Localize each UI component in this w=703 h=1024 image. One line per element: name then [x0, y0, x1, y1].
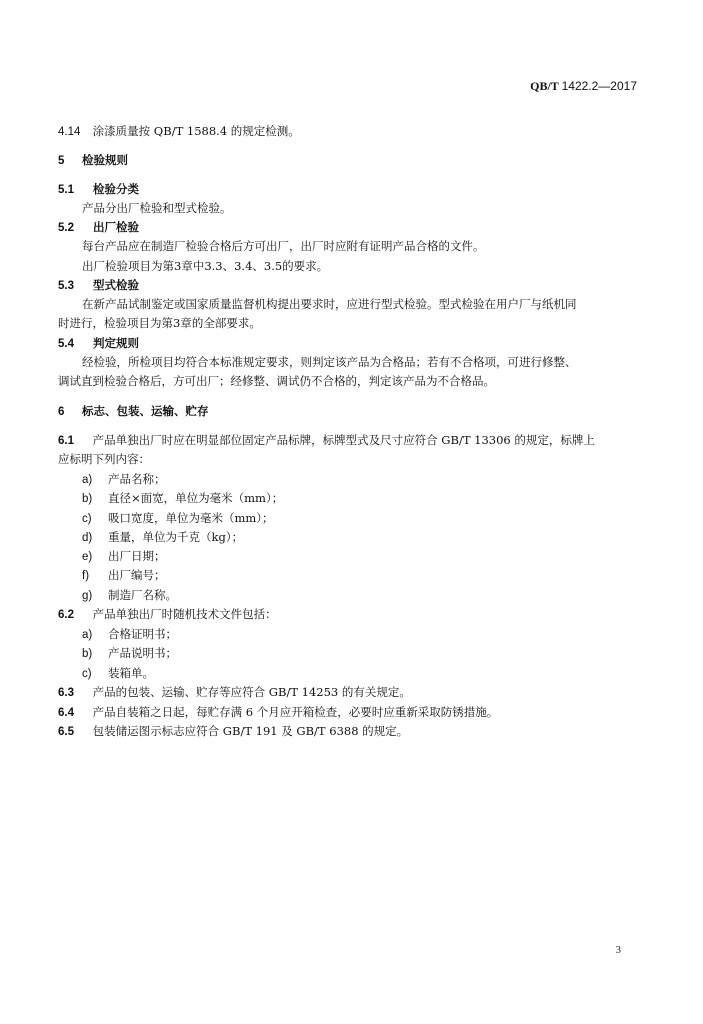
list-item [82, 549, 166, 564]
section-number: 5 [58, 155, 65, 167]
standard-code: QB/T [530, 79, 559, 93]
clause-5-2-body-line-1: 每台产品应在制造厂检验合格后方可出厂，出厂时应附有证明产品合格的文件。 [82, 239, 485, 253]
list-item [82, 588, 177, 603]
running-header [530, 79, 637, 94]
clause-text: 涂漆质量按 QB/T 1588.4 的规定检测。 [92, 124, 300, 138]
clause-text: 产品单独出厂时随机技术文件包括： [92, 607, 277, 621]
clause-number: 4.14 [58, 126, 81, 138]
item-letter: e) [82, 551, 93, 563]
clause-number: 6.4 [58, 707, 74, 719]
clause-number: 5.1 [58, 184, 74, 196]
page-number: 3 [615, 944, 621, 956]
clause-title: 检验分类 [93, 182, 140, 196]
item-text: 产品名称； [108, 472, 166, 486]
clause-6-1-line-2: 应标明下列内容： [58, 452, 150, 466]
clause-5-2-heading [58, 220, 139, 235]
clause-title: 判定规则 [93, 336, 140, 350]
clause-5-4-body-line-1: 经检验，所检项目均符合本标准规定要求，则判定该产品为合格品；若有不合格项，可进行修整、 [82, 355, 577, 369]
clause-number: 6.5 [58, 726, 74, 738]
list-item [82, 491, 283, 506]
clause-5-4-body-line-2: 调试直到检验合格后，方可出厂；经修整、调试仍不合格的，判定该产品为不合格品。 [58, 374, 495, 388]
list-item [82, 472, 166, 487]
item-letter: b) [82, 493, 93, 505]
item-text: 出厂日期； [108, 549, 166, 563]
item-letter: g) [82, 590, 93, 602]
list-item [82, 511, 274, 526]
clause-5-1-body: 产品分出厂检验和型式检验。 [82, 201, 232, 215]
section-number: 6 [58, 406, 65, 418]
clause-text: 产品单独出厂时应在明显部位固定产品标牌，标牌型式及尺寸应符合 GB/T 13306 的规定，标牌上 [92, 433, 595, 447]
item-letter: a) [82, 629, 93, 641]
clause-5-3-body-line-1: 在新产品试制鉴定或国家质量监督机构提出要求时，应进行型式检验。型式检验在用户厂与纸机同 [82, 297, 577, 311]
item-text: 重量，单位为千克（kg）； [108, 530, 244, 544]
list-item [82, 568, 166, 583]
item-letter: c) [82, 668, 92, 680]
clause-number: 6.2 [58, 609, 74, 621]
clause-4-14 [58, 124, 300, 139]
clause-number: 5.2 [58, 222, 74, 234]
clause-6-4 [58, 705, 498, 720]
clause-text: 产品的包装、运输、贮存等应符合 GB/T 14253 的有关规定。 [92, 685, 411, 699]
item-text: 出厂编号； [108, 568, 166, 582]
list-item [82, 530, 243, 545]
clause-text: 产品自装箱之日起，每贮存满 6 个月应开箱检查，必要时应重新采取防锈措施。 [92, 705, 499, 719]
list-item [82, 666, 154, 681]
section-title: 标志、包装、运输、贮存 [82, 404, 209, 418]
item-text: 吸口宽度，单位为毫米（mm）； [108, 511, 274, 525]
section-title: 检验规则 [82, 153, 129, 167]
section-5-heading [58, 153, 128, 168]
clause-number: 5.4 [58, 338, 74, 350]
clause-number: 5.3 [58, 280, 74, 292]
item-letter: c) [82, 513, 92, 525]
item-text: 直径×面宽，单位为毫米（mm）； [108, 491, 284, 505]
item-letter: f) [82, 570, 90, 582]
clause-6-1-line-1 [58, 433, 595, 448]
standard-number: 1422.2—2017 [561, 79, 637, 93]
list-item [82, 646, 177, 661]
clause-title: 型式检验 [93, 278, 140, 292]
item-letter: b) [82, 648, 93, 660]
clause-number: 6.1 [58, 435, 74, 447]
item-text: 合格证明书； [108, 627, 177, 641]
clause-number: 6.3 [58, 687, 74, 699]
item-text: 产品说明书； [108, 646, 177, 660]
clause-5-1-heading [58, 182, 139, 197]
item-text: 装箱单。 [108, 666, 154, 680]
item-text: 制造厂名称。 [108, 588, 177, 602]
clause-5-2-body-line-2: 出厂检验项目为第3章中3.3、3.4、3.5的要求。 [82, 259, 329, 273]
section-6-heading [58, 404, 209, 419]
clause-6-2 [58, 607, 277, 622]
clause-title: 出厂检验 [93, 220, 140, 234]
clause-6-3 [58, 685, 411, 700]
clause-5-3-body-line-2: 时进行，检验项目为第3章的全部要求。 [58, 316, 261, 330]
clause-5-3-heading [58, 278, 139, 293]
clause-text: 包装储运图示标志应符合 GB/T 191 及 GB/T 6388 的规定。 [92, 724, 409, 738]
item-letter: d) [82, 532, 93, 544]
list-item [82, 627, 177, 642]
item-letter: a) [82, 474, 93, 486]
clause-5-4-heading [58, 336, 139, 351]
clause-6-5 [58, 724, 408, 739]
